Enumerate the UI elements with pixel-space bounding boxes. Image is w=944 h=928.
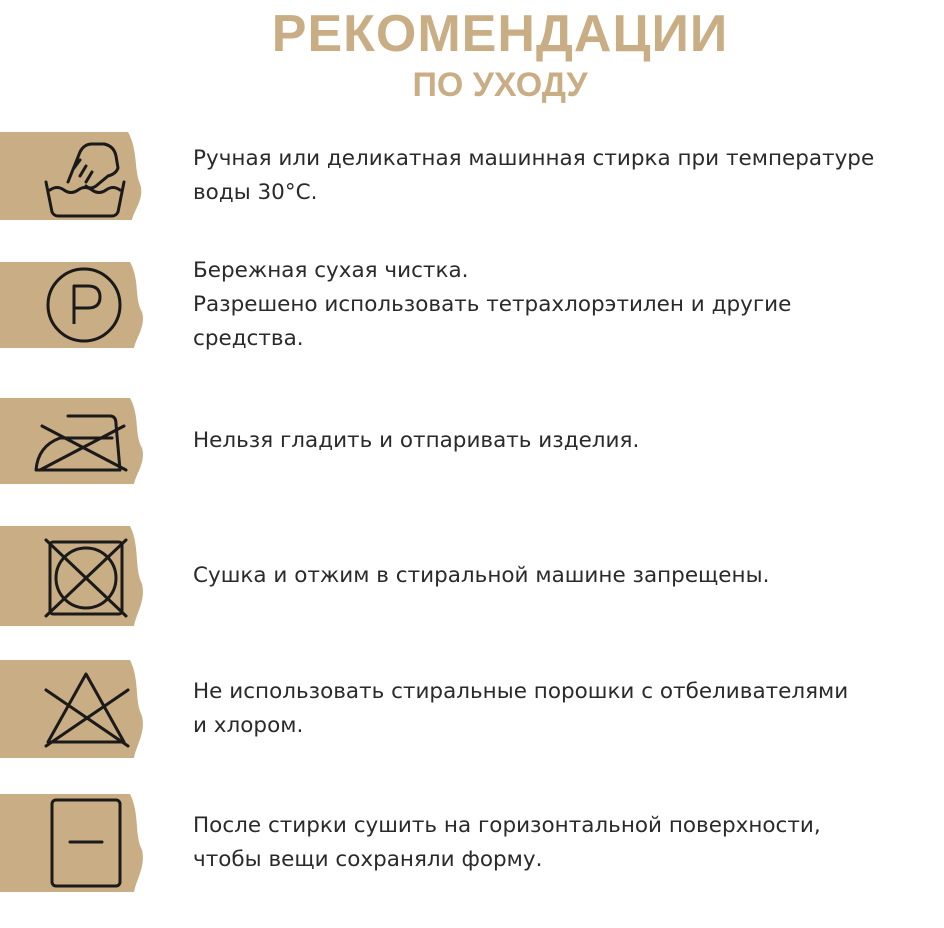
care-item-hand-wash	[0, 132, 944, 220]
care-icon-tab	[0, 398, 150, 484]
care-text-line: Бережная сухая чистка.	[193, 258, 469, 283]
page-subtitle: ПО УХОДУ	[412, 66, 588, 104]
care-item-text	[193, 254, 944, 356]
care-text-line: Сушка и отжим в стиральной машине запрещены.	[193, 563, 770, 588]
care-text-line: средства.	[193, 326, 304, 351]
care-text-line: После стирки сушить на горизонтальной поверхности,	[193, 813, 821, 838]
care-text-line: Нельзя гладить и отпаривать изделия.	[193, 428, 640, 453]
care-icon-tab	[0, 660, 150, 758]
care-icon-tab	[0, 526, 150, 626]
care-text-line: Разрешено использовать тетрахлорэтилен и другие	[193, 292, 792, 317]
care-icon-tab	[0, 794, 150, 892]
care-text-line: и хлором.	[193, 713, 304, 738]
care-text-line: чтобы вещи сохраняли форму.	[193, 847, 543, 872]
care-item-text	[193, 809, 944, 877]
care-text-line: Ручная или деликатная машинная стирка при температуре	[193, 146, 875, 171]
care-item-dry-clean	[0, 258, 944, 351]
care-item-dry-flat	[0, 794, 944, 892]
care-text-line: воды 30°С.	[193, 180, 318, 205]
page-title: РЕКОМЕНДАЦИИ	[271, 5, 729, 63]
care-item-text	[193, 559, 944, 593]
care-icon-tab	[0, 132, 150, 220]
care-item-no-bleach	[0, 660, 944, 758]
care-text-line: Не использовать стиральные порошки с отбеливателями	[193, 679, 849, 704]
care-icon-tab	[0, 262, 150, 348]
care-item-no-iron	[0, 398, 944, 484]
care-item-text	[193, 142, 944, 210]
care-item-text	[193, 675, 944, 743]
care-item-text	[193, 424, 944, 458]
care-item-no-tumble-dry	[0, 526, 944, 626]
